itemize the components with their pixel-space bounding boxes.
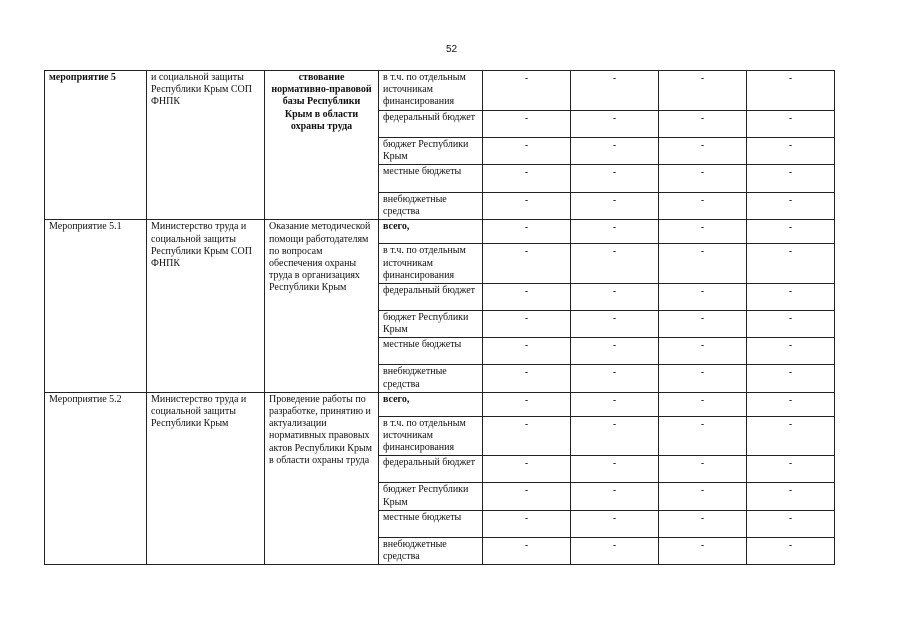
value-cell: - — [483, 193, 571, 220]
funding-source: в т.ч. по отдельным источникам финансирования — [379, 416, 483, 456]
value-cell: - — [571, 537, 659, 564]
value-cell: - — [659, 71, 747, 111]
value-cell: - — [483, 338, 571, 365]
value-cell: - — [571, 220, 659, 244]
measure-description: Оказание методической помощи работодателям по вопросам обеспечения охраны труда в организациях Республики Крым — [265, 220, 379, 392]
value-cell: - — [571, 110, 659, 137]
table-row — [45, 392, 835, 416]
funding-source: в т.ч. по отдельным источникам финансирования — [379, 244, 483, 284]
funding-source: бюджет Республики Крым — [379, 311, 483, 338]
value-cell: - — [571, 311, 659, 338]
value-cell: - — [659, 483, 747, 510]
measure-description: Проведение работы по разработке, принятию и актуализации нормативных правовых актов Республики Крым в области охраны труда — [265, 392, 379, 564]
value-cell: - — [483, 365, 571, 392]
value-cell: - — [483, 137, 571, 164]
value-cell: - — [659, 165, 747, 193]
value-cell: - — [659, 537, 747, 564]
value-cell: - — [659, 220, 747, 244]
value-cell: - — [747, 510, 835, 537]
value-cell: - — [659, 244, 747, 284]
value-cell: - — [747, 244, 835, 284]
value-cell: - — [483, 220, 571, 244]
value-cell: - — [571, 365, 659, 392]
measure-name: мероприятие 5 — [45, 71, 147, 220]
value-cell: - — [571, 338, 659, 365]
table-row — [45, 71, 835, 111]
value-cell: - — [483, 416, 571, 456]
value-cell: - — [659, 110, 747, 137]
value-cell: - — [747, 338, 835, 365]
value-cell: - — [571, 193, 659, 220]
funding-source: местные бюджеты — [379, 338, 483, 365]
value-cell: - — [747, 416, 835, 456]
value-cell: - — [483, 71, 571, 111]
value-cell: - — [483, 392, 571, 416]
value-cell: - — [747, 537, 835, 564]
value-cell: - — [659, 284, 747, 311]
value-cell: - — [659, 137, 747, 164]
value-cell: - — [571, 456, 659, 483]
funding-source: бюджет Республики Крым — [379, 137, 483, 164]
value-cell: - — [747, 71, 835, 111]
measure-executor: Министерство труда и социальной защиты Республики Крым — [147, 392, 265, 564]
page-number: 52 — [445, 44, 458, 55]
measure-name: Мероприятие 5.2 — [45, 392, 147, 564]
value-cell: - — [571, 137, 659, 164]
program-table — [44, 70, 835, 565]
value-cell: - — [571, 284, 659, 311]
value-cell: - — [747, 483, 835, 510]
value-cell: - — [483, 165, 571, 193]
value-cell: - — [747, 110, 835, 137]
value-cell: - — [659, 416, 747, 456]
value-cell: - — [659, 392, 747, 416]
measure-description: ствование нормативно-правовой базы Республики Крым в области охраны труда — [265, 71, 379, 220]
funding-source: внебюджетные средства — [379, 365, 483, 392]
value-cell: - — [659, 338, 747, 365]
value-cell: - — [483, 456, 571, 483]
value-cell: - — [747, 392, 835, 416]
value-cell: - — [747, 456, 835, 483]
funding-source: местные бюджеты — [379, 510, 483, 537]
value-cell: - — [571, 165, 659, 193]
value-cell: - — [483, 483, 571, 510]
value-cell: - — [483, 311, 571, 338]
value-cell: - — [571, 483, 659, 510]
value-cell: - — [571, 71, 659, 111]
funding-source: федеральный бюджет — [379, 456, 483, 483]
measure-name: Мероприятие 5.1 — [45, 220, 147, 392]
value-cell: - — [747, 165, 835, 193]
value-cell: - — [659, 193, 747, 220]
funding-source: федеральный бюджет — [379, 284, 483, 311]
measure-executor: Министерство труда и социальной защиты Республики Крым СОП ФНПК — [147, 220, 265, 392]
funding-source: внебюджетные средства — [379, 193, 483, 220]
value-cell: - — [747, 137, 835, 164]
funding-source: бюджет Республики Крым — [379, 483, 483, 510]
value-cell: - — [571, 244, 659, 284]
value-cell: - — [483, 284, 571, 311]
value-cell: - — [483, 537, 571, 564]
value-cell: - — [659, 365, 747, 392]
value-cell: - — [483, 110, 571, 137]
value-cell: - — [747, 220, 835, 244]
value-cell: - — [747, 365, 835, 392]
value-cell: - — [571, 510, 659, 537]
measure-executor: и социальной защиты Республики Крым СОП ФНПК — [147, 71, 265, 220]
funding-source: всего, — [379, 392, 483, 416]
table-row — [45, 220, 835, 244]
value-cell: - — [659, 311, 747, 338]
value-cell: - — [571, 416, 659, 456]
value-cell: - — [571, 392, 659, 416]
funding-source: в т.ч. по отдельным источникам финансирования — [379, 71, 483, 111]
value-cell: - — [483, 510, 571, 537]
value-cell: - — [659, 456, 747, 483]
funding-source: федеральный бюджет — [379, 110, 483, 137]
value-cell: - — [747, 311, 835, 338]
value-cell: - — [659, 510, 747, 537]
value-cell: - — [747, 284, 835, 311]
funding-source: местные бюджеты — [379, 165, 483, 193]
funding-source: внебюджетные средства — [379, 537, 483, 564]
value-cell: - — [483, 244, 571, 284]
value-cell: - — [747, 193, 835, 220]
funding-source: всего, — [379, 220, 483, 244]
